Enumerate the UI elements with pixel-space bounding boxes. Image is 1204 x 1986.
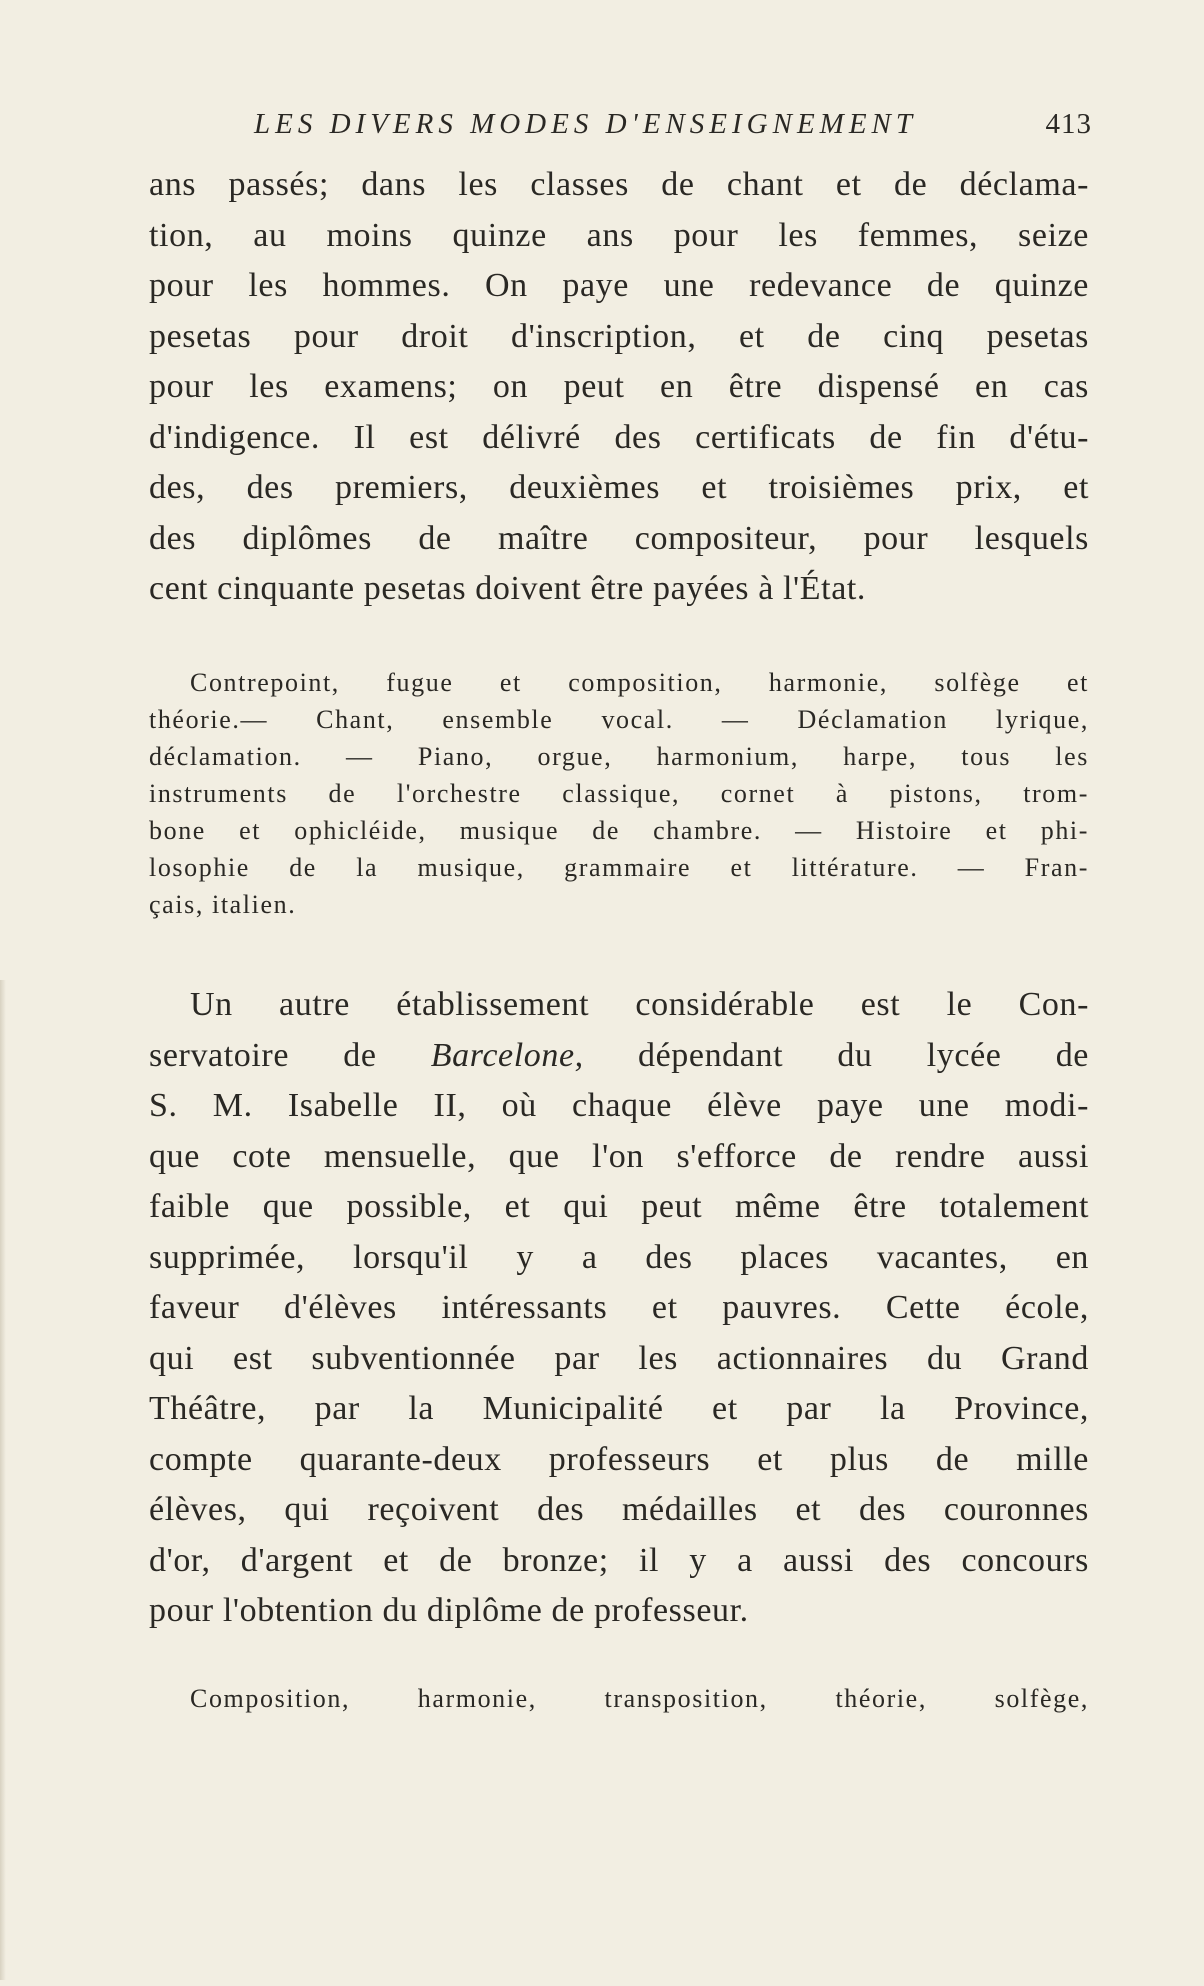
text-line: instruments de l'orchestre classique, cornet à pistons, trom- (149, 779, 1089, 808)
text-line: pour les hommes. On paye une redevance de quinze (149, 267, 1089, 304)
text-line: pour l'obtention du diplôme de professeur. (149, 1592, 749, 1629)
page-gutter-shadow (0, 980, 6, 1980)
text-line: supprimée, lorsqu'il y a des places vacantes, en (149, 1238, 1089, 1276)
text-line: compte quarante-deux professeurs et plus de mille (149, 1440, 1089, 1478)
text-line: d'or, d'argent et de bronze; il y a aussi des concours (149, 1541, 1089, 1579)
text-line: Contrepoint, fugue et composition, harmonie, solfège et (190, 668, 1089, 697)
text-line: tion, au moins quinze ans pour les femmes, seize (149, 216, 1089, 254)
running-head (254, 108, 1092, 144)
text-line: théorie.— Chant, ensemble vocal. — Déclamation lyrique, (149, 705, 1089, 734)
text-line: des diplômes de maître compositeur, pour lesquels (149, 519, 1089, 557)
text-line: faveur d'élèves intéressants et pauvres. Cette école, (149, 1289, 1089, 1326)
city-name-italic: Barcelone, (430, 1036, 584, 1074)
page-number: 413 (1045, 108, 1092, 140)
running-head-title: LES DIVERS MODES D'ENSEIGNEMENT (254, 108, 918, 140)
text-line: pesetas pour droit d'inscription, et de cinq pesetas (149, 317, 1089, 355)
text-line: faible que possible, et qui peut même être totalement (149, 1188, 1089, 1225)
text-fragment: dépendant du lycée de (583, 1036, 1089, 1074)
text-line: Théâtre, par la Municipalité et par la Province, (149, 1390, 1089, 1427)
text-line: pour les examens; on peut en être dispensé en cas (149, 368, 1089, 405)
text-line: ans passés; dans les classes de chant et de déclama- (149, 166, 1089, 203)
text-line: élèves, qui reçoivent des médailles et des couronnes (149, 1491, 1089, 1528)
text-line: S. M. Isabelle II, où chaque élève paye une modi- (149, 1087, 1089, 1124)
text-line (149, 1031, 1089, 1082)
text-line: Composition, harmonie, transposition, théorie, solfège, (190, 1684, 1089, 1713)
text-line: cent cinquante pesetas doivent être payées à l'État. (149, 570, 867, 607)
text-line: çais, italien. (149, 890, 297, 919)
text-line: des, des premiers, deuxièmes et troisièmes prix, et (149, 469, 1089, 506)
course-list-barcelona (149, 1680, 1089, 1717)
course-list-madrid (149, 664, 1089, 923)
text-line: Un autre établissement considérable est le Con- (190, 986, 1089, 1023)
text-line: losophie de la musique, grammaire et littérature. — Fran- (149, 853, 1089, 882)
text-line: bone et ophicléide, musique de chambre. — Histoire et phi- (149, 816, 1089, 845)
text-line: déclamation. — Piano, orgue, harmonium, harpe, tous les (149, 742, 1089, 771)
text-fragment: servatoire de (149, 1036, 431, 1074)
paragraph-barcelona (149, 980, 1089, 1637)
paragraph-continued (149, 160, 1089, 615)
text-line: qui est subventionnée par les actionnaires du Grand (149, 1339, 1089, 1377)
text-line: d'indigence. Il est délivré des certificats de fin d'étu- (149, 418, 1089, 456)
text-line: que cote mensuelle, que l'on s'efforce de rendre aussi (149, 1137, 1089, 1175)
